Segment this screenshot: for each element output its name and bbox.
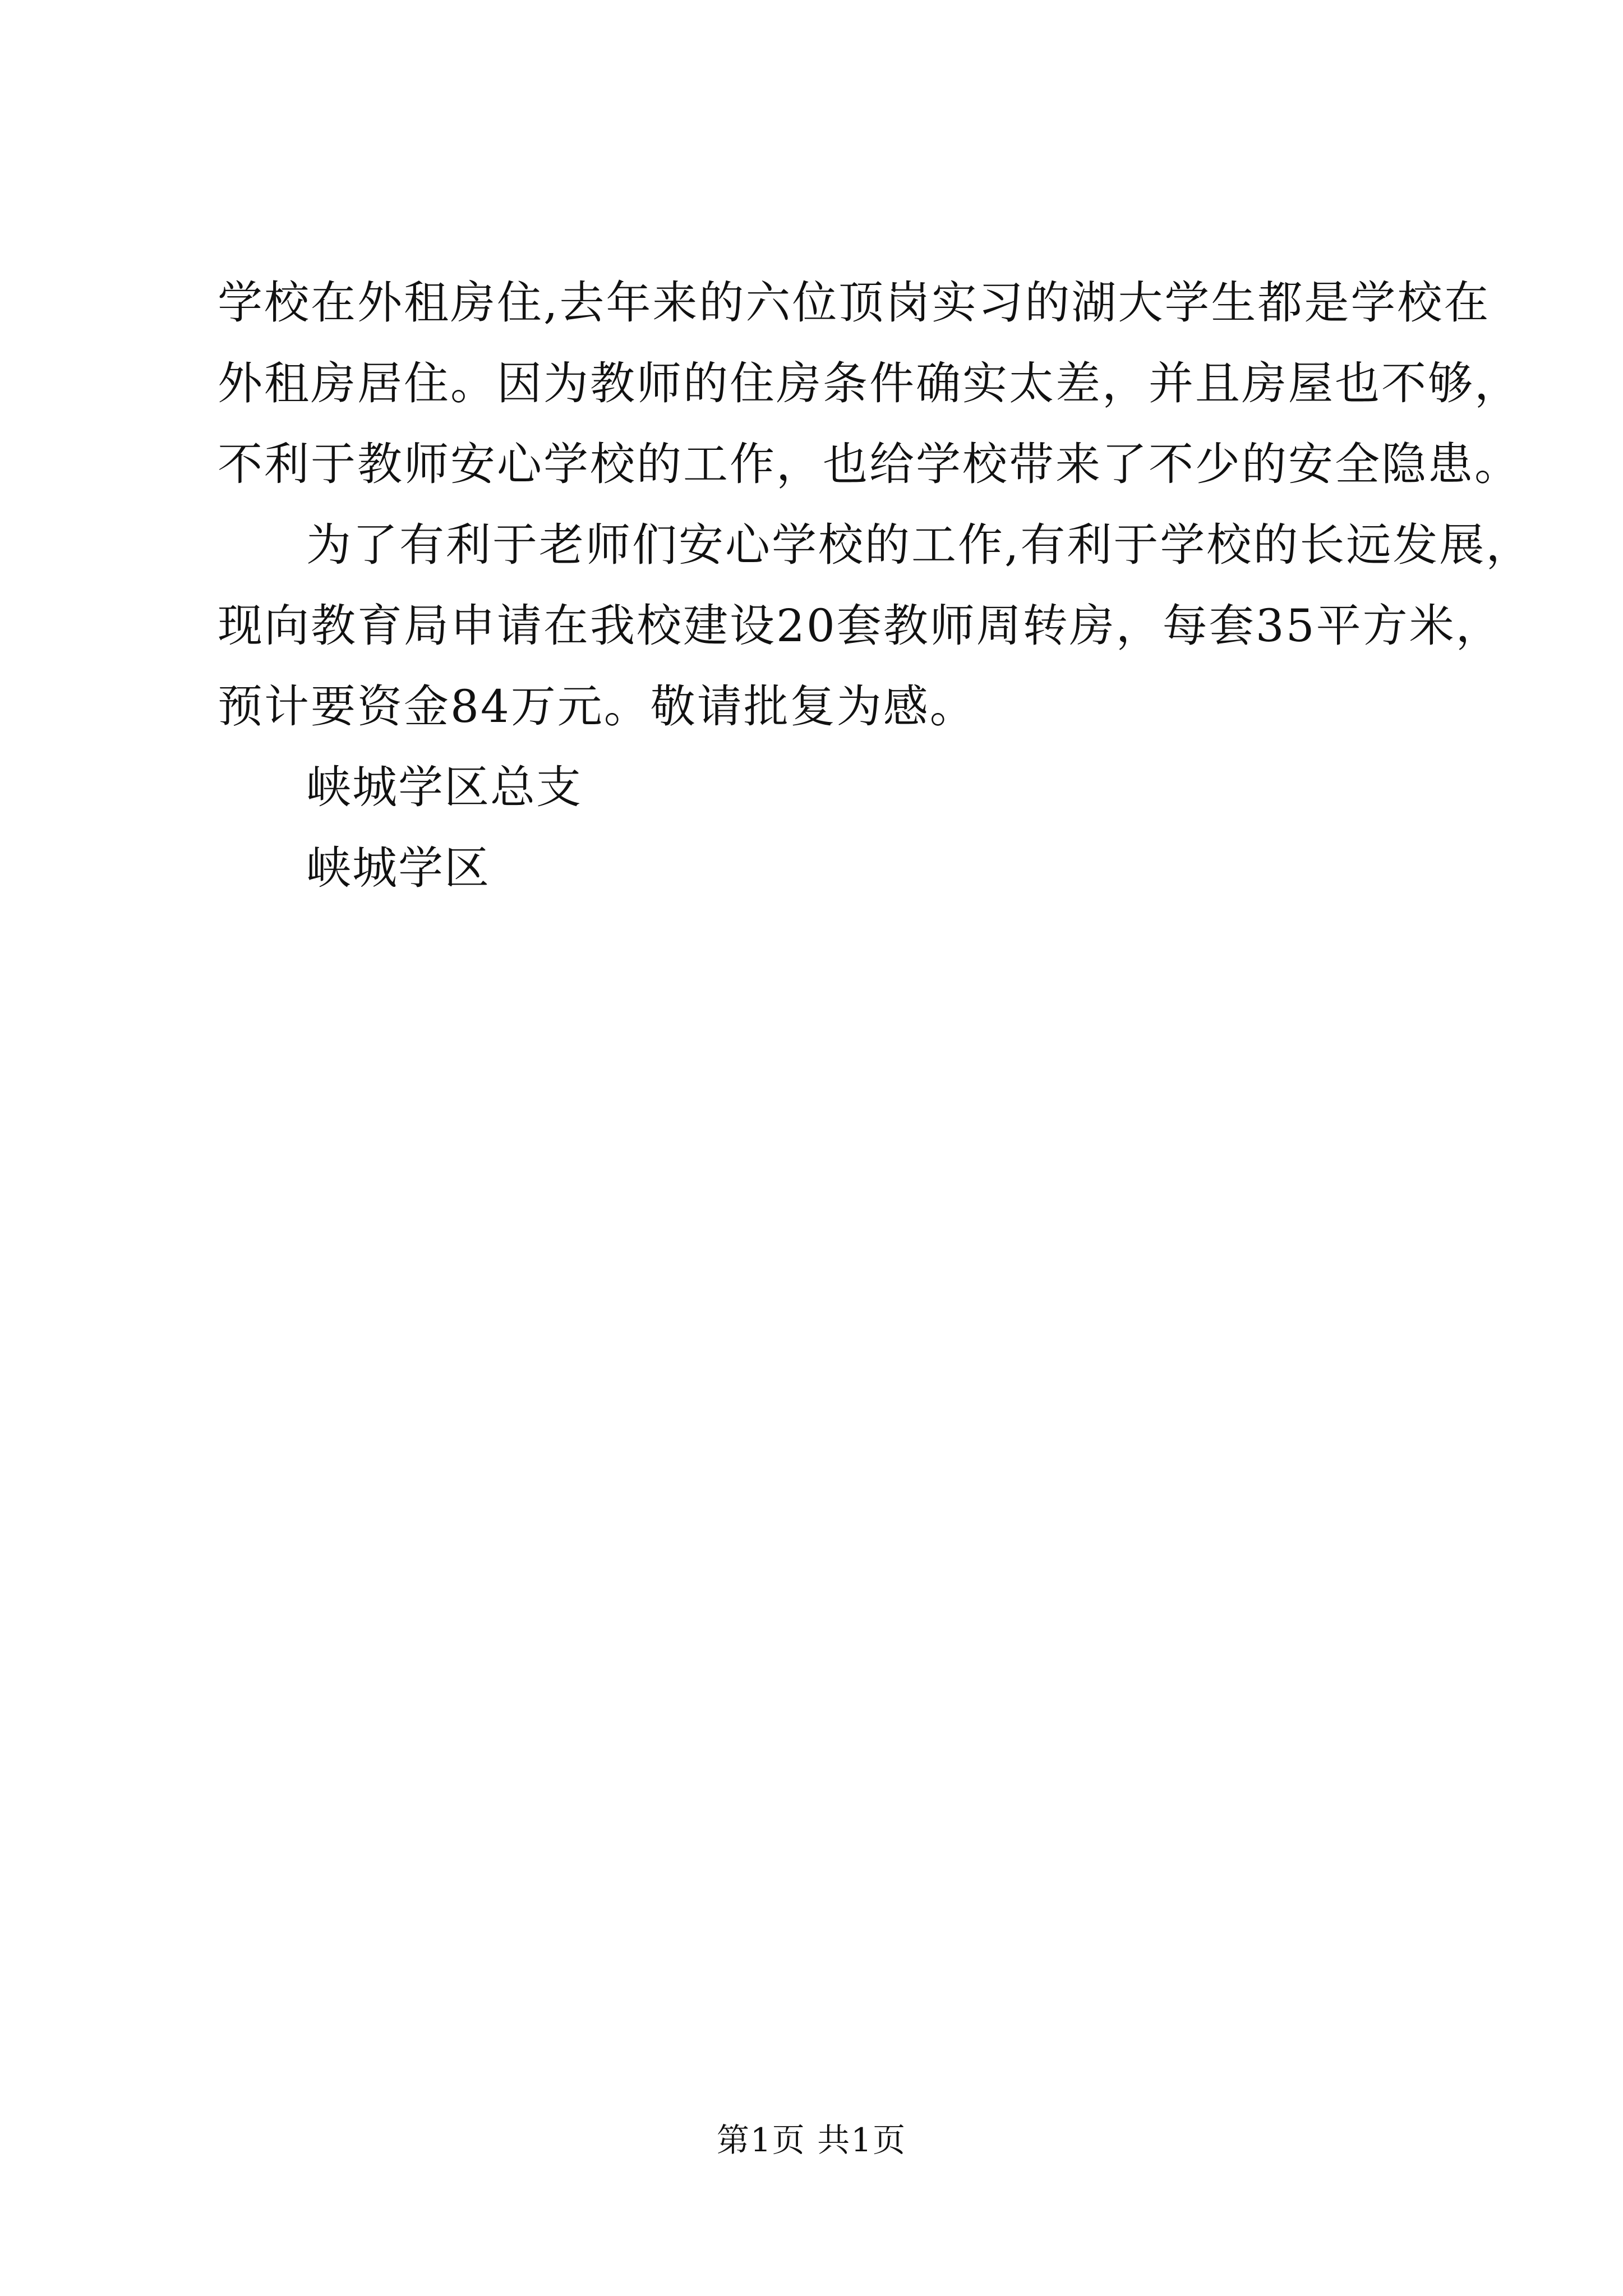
document-body xyxy=(218,263,1533,909)
paragraph-1-line-2: 外租房居住。因为教师的住房条件确实太差，并且房屋也不够， xyxy=(218,357,1521,409)
signature-school-district: 峡城学区 xyxy=(306,842,490,894)
paragraph-2-line-2: 现向教育局申请在我校建设20套教师周转房，每套35平方米， xyxy=(218,600,1502,652)
paragraph-2-line-3: 预计要资金84万元。敬请批复为感。 xyxy=(218,680,976,733)
page-footer: 第1页 共1页 xyxy=(716,2121,907,2159)
paragraph-1-line-3: 不利于教师安心学校的工作，也给学校带来了不少的安全隐患。 xyxy=(218,438,1521,490)
signature-party-branch: 峡城学区总支 xyxy=(306,761,582,813)
paragraph-1-line-1: 学校在外租房住,去年来的六位顶岗实习的湖大学生都是学校在 xyxy=(218,277,1491,329)
paragraph-2-line-1: 为了有利于老师们安心学校的工作,有利于学校的长远发展， xyxy=(306,519,1533,571)
